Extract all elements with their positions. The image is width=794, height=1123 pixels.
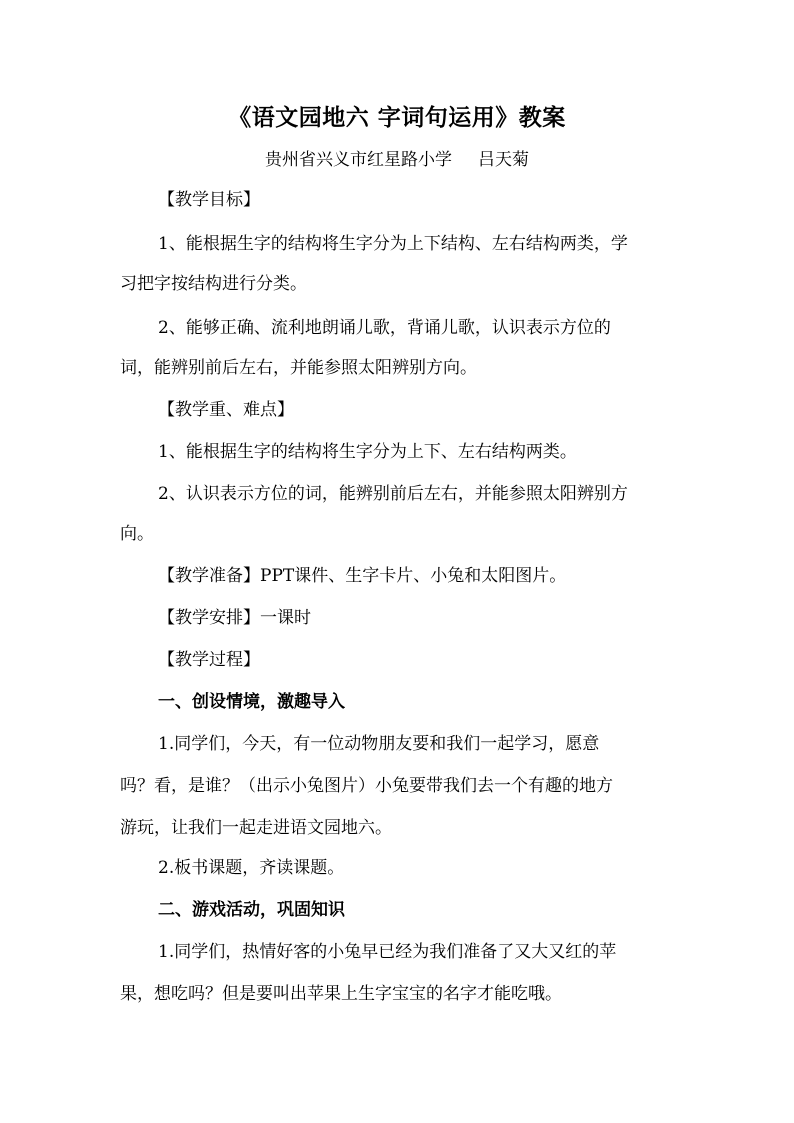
key-points-heading: 【教学重、难点】 — [158, 400, 294, 420]
schedule-line — [158, 602, 718, 634]
schedule-label: 【教学安排】 — [158, 608, 260, 628]
objective-1-line1: 1、能根据生字的结构将生字分为上下结构、左右结构两类，学 — [158, 234, 628, 254]
key-point-1: 1、能根据生字的结构将生字分为上下、左右结构两类。 — [158, 442, 577, 462]
preparation-text: PPT课件、生字卡片、小兔和太阳图片。 — [260, 566, 567, 586]
part1-item2: 2.板书课题，齐读课题。 — [158, 858, 345, 878]
author-school: 贵州省兴义市红星路小学 — [265, 150, 452, 170]
part1-item1-line1: 1.同学们，今天，有一位动物朋友要和我们一起学习，愿意 — [158, 734, 600, 754]
preparation-label: 【教学准备】 — [158, 566, 260, 586]
key-point-2-line1: 2、认识表示方位的词，能辨别前后左右，并能参照太阳辨别方 — [158, 484, 628, 504]
objectives-heading: 【教学目标】 — [158, 190, 260, 210]
document-title: 《语文园地六 字词句运用》教案 — [228, 104, 566, 131]
objective-1-line2: 习把字按结构进行分类。 — [120, 274, 307, 294]
part1-item1-line3: 游玩，让我们一起走进语文园地六。 — [120, 818, 392, 838]
process-heading: 【教学过程】 — [158, 650, 260, 670]
preparation-line — [158, 560, 718, 592]
author-name: 吕天菊 — [478, 150, 529, 170]
part1-heading: 一、创设情境，激趣导入 — [158, 692, 345, 712]
part2-heading: 二、游戏活动，巩固知识 — [158, 900, 345, 920]
objective-2-line1: 2、能够正确、流利地朗诵儿歌，背诵儿歌，认识表示方位的 — [158, 318, 611, 338]
key-point-2-line2: 向。 — [120, 524, 154, 544]
part2-item1-line1: 1.同学们，热情好客的小兔早已经为我们准备了又大又红的苹 — [158, 942, 617, 962]
part2-item1-line2: 果，想吃吗？但是要叫出苹果上生字宝宝的名字才能吃哦。 — [120, 984, 562, 1004]
author-line — [0, 144, 794, 176]
objective-2-line2: 词，能辨别前后左右，并能参照太阳辨别方向。 — [120, 358, 477, 378]
part1-item1-line2: 吗？看，是谁？（出示小兔图片）小兔要带我们去一个有趣的地方 — [120, 776, 613, 796]
schedule-text: 一课时 — [260, 608, 311, 628]
